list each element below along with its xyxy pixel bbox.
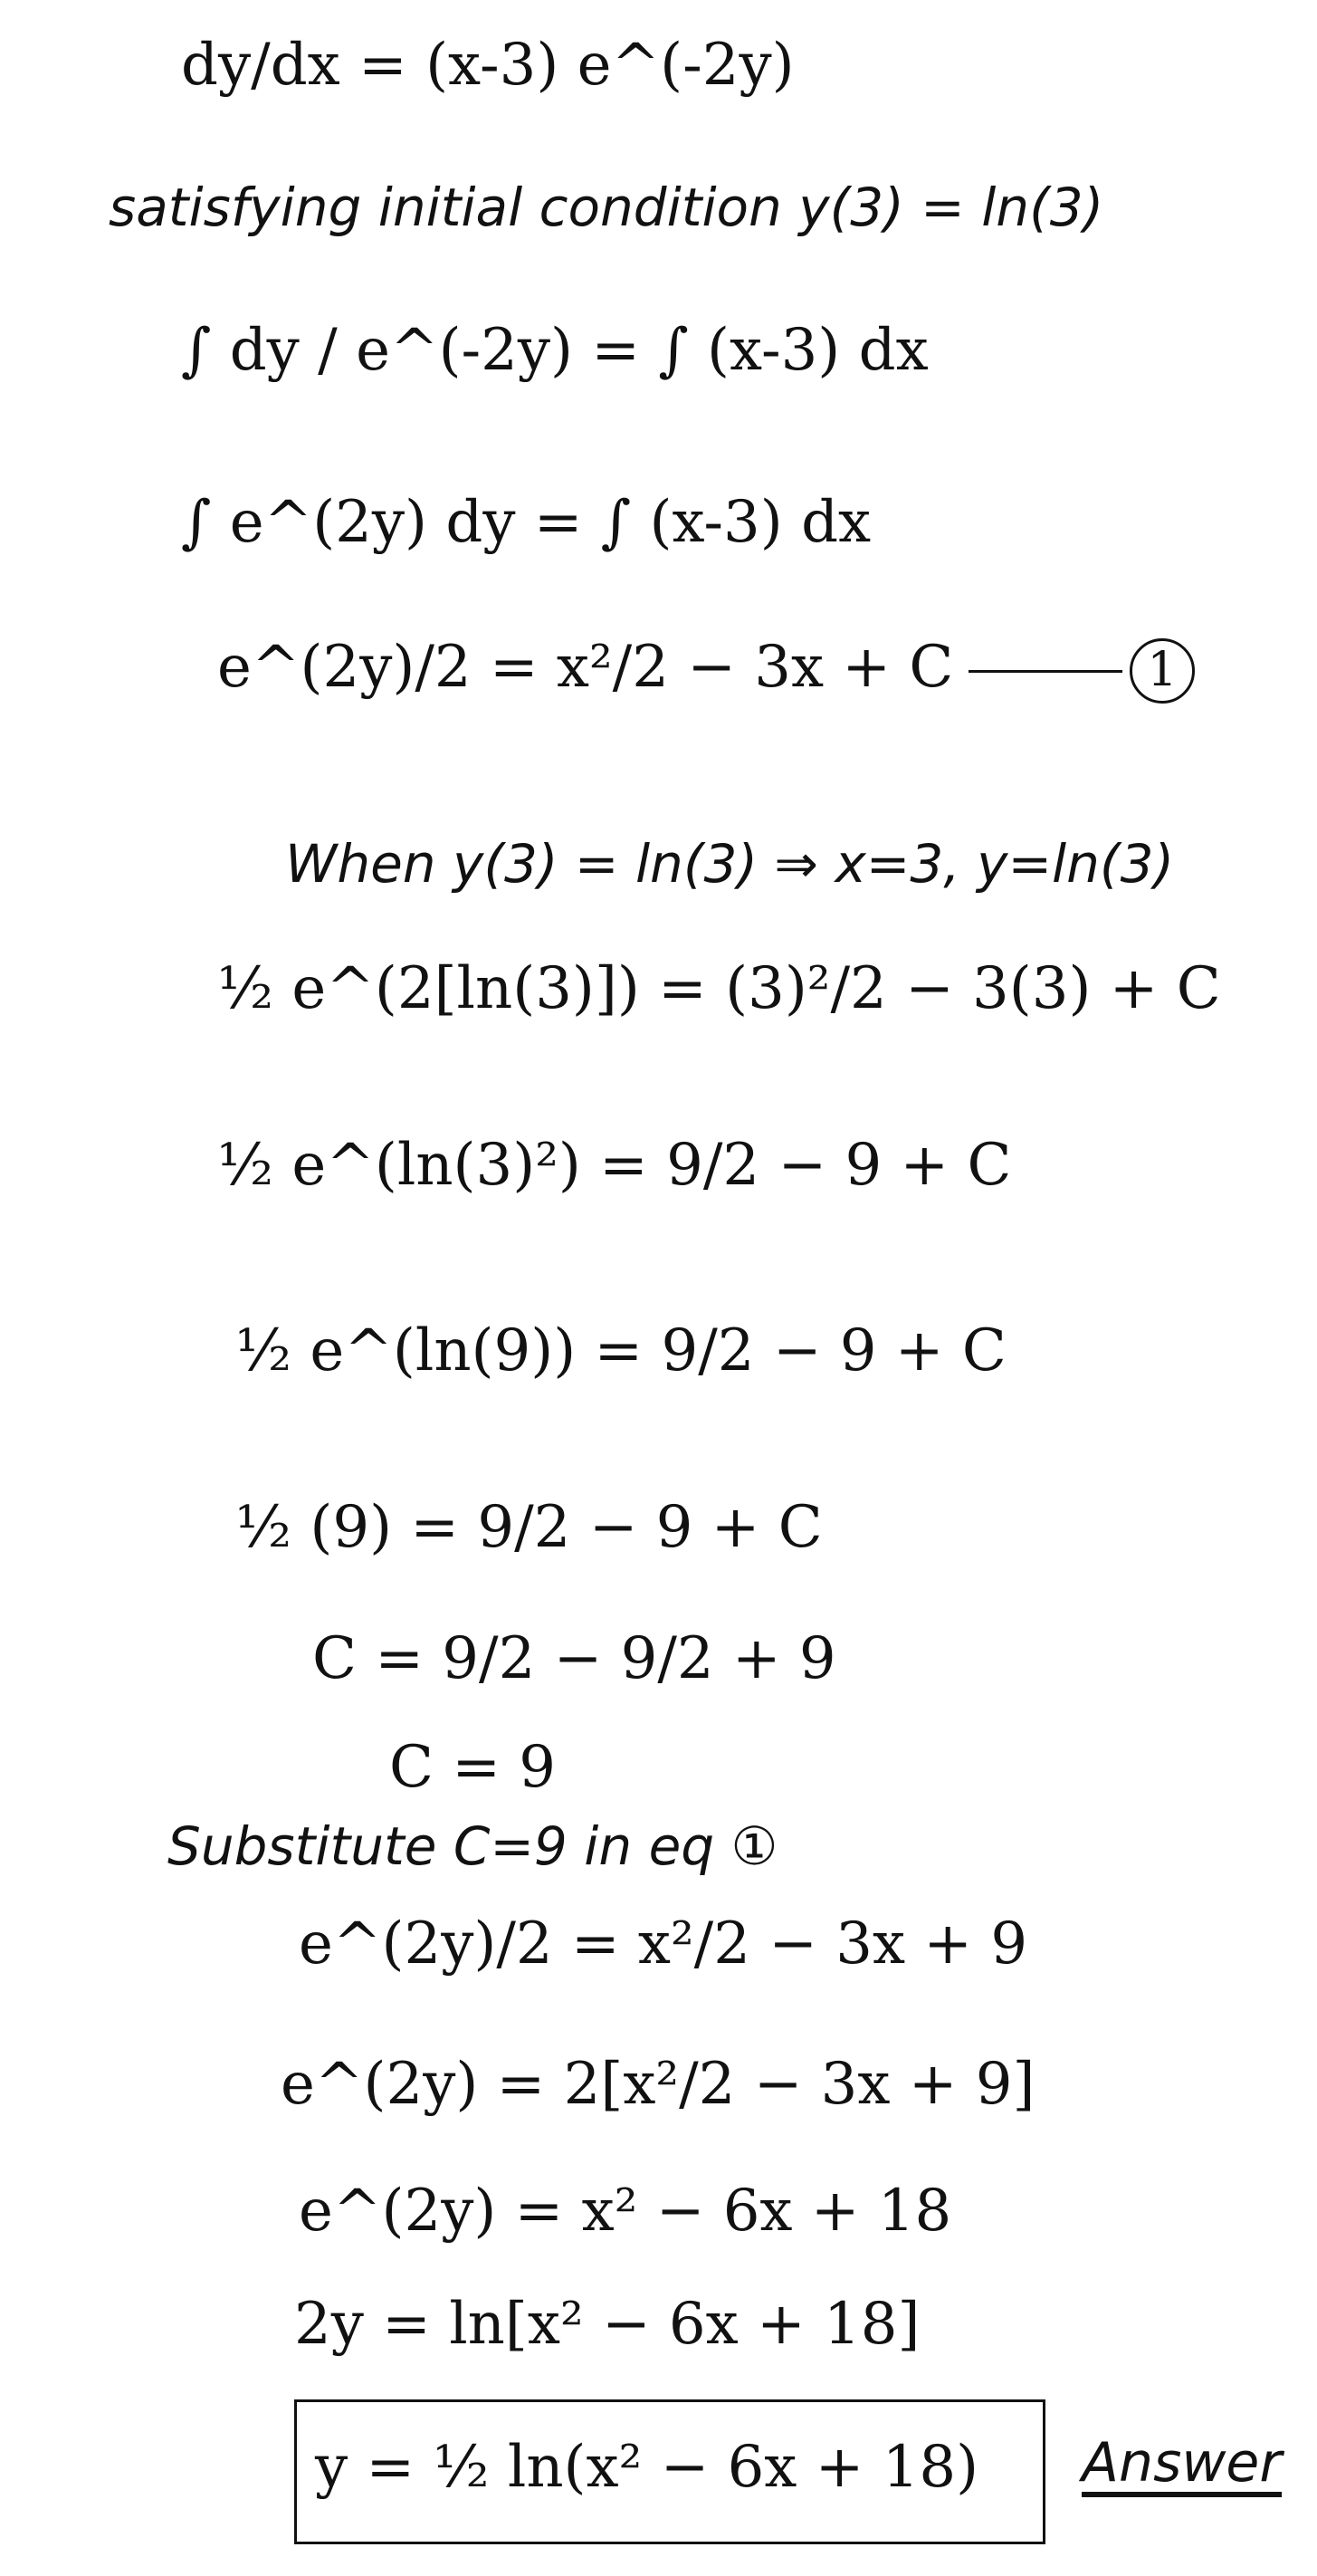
line-equation-with-c: e^(2y)/2 = x²/2 − 3x + 9	[299, 1910, 1028, 1977]
line-solve-c: C = 9/2 − 9/2 + 9	[312, 1625, 836, 1692]
line-final-answer: y = ½ ln(x² − 6x + 18)	[315, 2434, 979, 2501]
line-substitute-c: Substitute C=9 in eq ①	[167, 1815, 778, 1877]
line-integral-rewrite: ∫ e^(2y) dy = ∫ (x-3) dx	[181, 489, 872, 556]
line-c-value: C = 9	[389, 1734, 556, 1801]
line-initial-condition: satisfying initial condition y(3) = ln(3)	[109, 177, 1104, 238]
answer-label: Answer	[1082, 2431, 1282, 2495]
equation-tag	[969, 638, 1195, 704]
line-expand: e^(2y) = x² − 6x + 18	[299, 2178, 952, 2245]
equation-tag-number: 1	[1130, 638, 1195, 704]
line-simplify-3: ½ (9) = 9/2 − 9 + C	[235, 1494, 823, 1561]
line-apply-condition: When y(3) = ln(3) ⇒ x=3, y=ln(3)	[285, 833, 1175, 895]
line-simplify-1: ½ e^(ln(3)²) = 9/2 − 9 + C	[217, 1132, 1012, 1199]
line-multiply-by-2: e^(2y) = 2[x²/2 − 3x + 9]	[281, 2051, 1035, 2118]
line-integrated-equation: e^(2y)/2 = x²/2 − 3x + C	[217, 634, 954, 701]
answer-box	[294, 2399, 1045, 2544]
line-take-log: 2y = ln[x² − 6x + 18]	[294, 2291, 921, 2358]
line-simplify-2: ½ e^(ln(9)) = 9/2 − 9 + C	[235, 1317, 1007, 1384]
line-substitute-values: ½ e^(2[ln(3)]) = (3)²/2 − 3(3) + C	[217, 955, 1221, 1022]
line-separate-variables: ∫ dy / e^(-2y) = ∫ (x-3) dx	[181, 317, 929, 384]
equation-tag-rule	[969, 670, 1122, 673]
line-differential-equation: dy/dx = (x-3) e^(-2y)	[181, 32, 795, 99]
